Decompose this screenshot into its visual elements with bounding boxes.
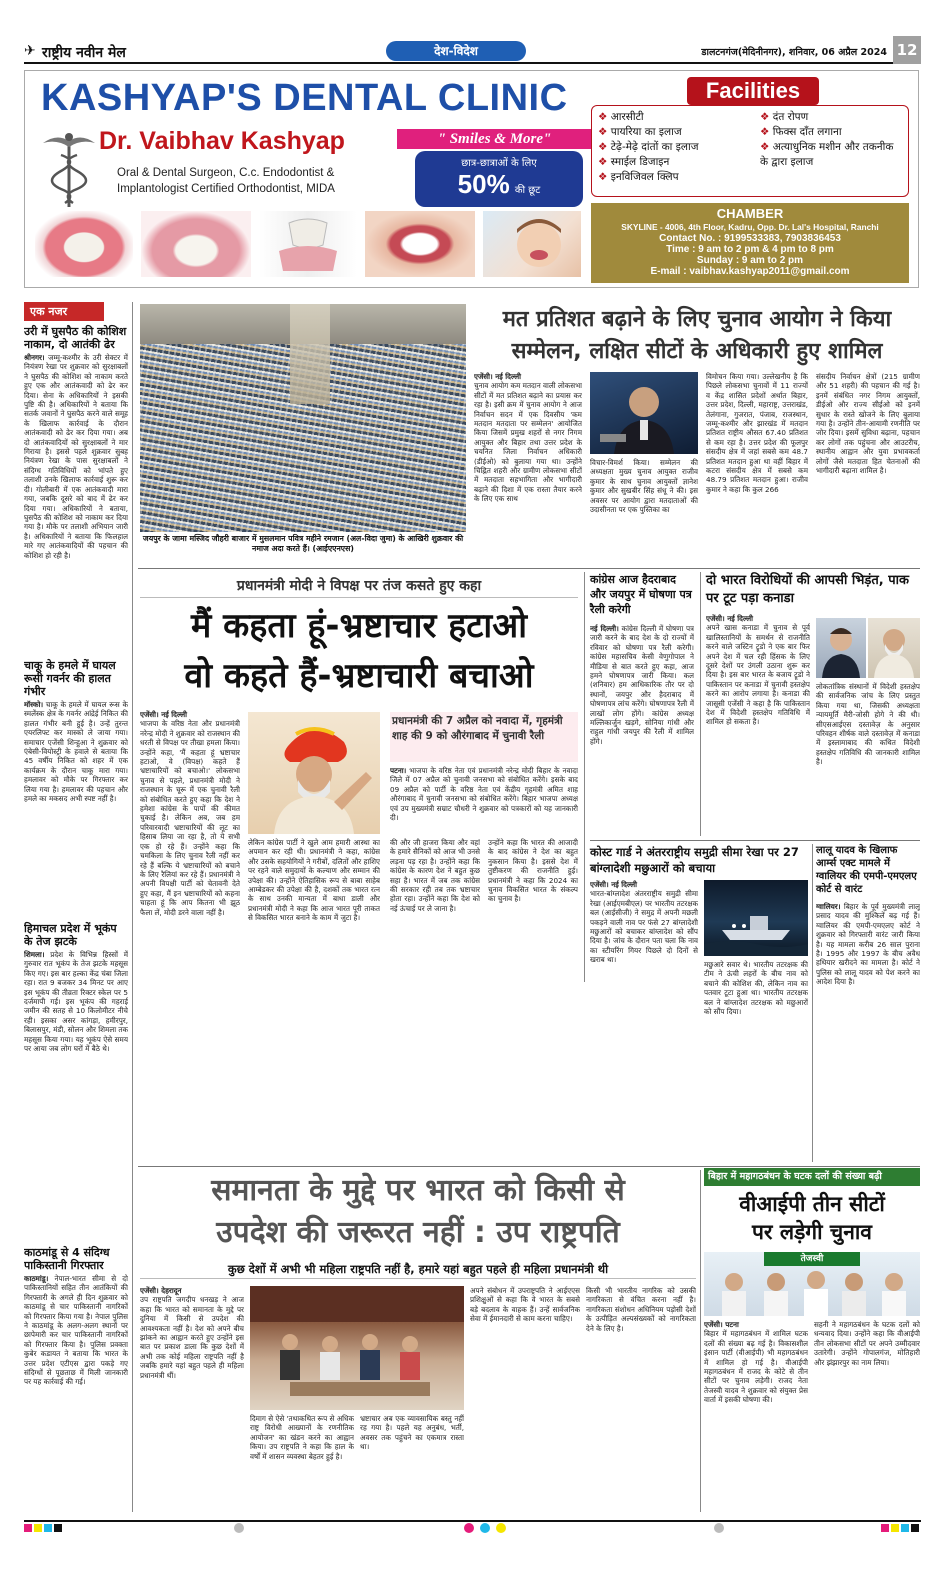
chamber-title: CHAMBER bbox=[716, 206, 784, 221]
column-divider bbox=[584, 572, 585, 982]
canada-text2: लोकतांत्रिक संस्थानों में विदेशी हस्तक्षेप की सार्वजनिक जांच के लिए प्रस्तुत किया गया था, जिसकी अध्यक्षता न्यायमूर्ति मैरी-जोसी होगे ने की थी। सीएसआईएस दस्तावेज़ के अनुसार परिवहन शीर्षक वाले दस्तावेज़ में कनाडा में इस्लामाबाद की कथित विदेशी हस्तक्षेप गतिविधि की जानकारी शामिल है। bbox=[816, 682, 920, 767]
modi-small-photo bbox=[868, 618, 920, 678]
facilities-title: Facilities bbox=[687, 77, 819, 105]
brief-text: श्रीनगर। जम्मू-कश्मीर के उरी सेक्टर में नियंत्रण रेखा पर शुक्रवार को सुरक्षाबलों ने घुसपैठ की कोशिश को नाकाम करते हुए एक और आतंकवादी को ढेर कर दिया। सेना के अधिकारियों ने इसकी पुष्टि की है। अधिकारियों ने बताया कि सतर्क जवानों ने घुसपैठ करने वाले समूह के खिलाफ कार्रवाई के दौरान आतंकवादी को ढेर कर दिया गया। अब दो आतंकवादियों को सुरक्षाबलों ने मार गिराया है। इससे पहले शुक्रवार सुबह नियंत्रण रेखा के पास सुरक्षाबलों ने संदिग्ध गतिविधियों को भांपते हुए तलाशी उनके खिलाफ कार्रवाई शुरू कर दी। गोलीबारी में एक आतंकवादी मारा गया, जबकि दूसरे को बाद में ढेर कर दिया गया। अधिकारियों ने बताया, घुसपैठ की कोशिश को नाकाम कर दिया गया है। मौके पर तलाशी अभियान जारी है। अधिकारियों ने बताया कि फिलहाल मारे गए आतंकवादियों की पहचान की कोशिश हो रही है। bbox=[24, 353, 128, 560]
vp-col4: अपने संबोधन में उपराष्ट्रपति ने आईएएस प्रशिक्षुओं से कहा कि वे भारत के सबसे बड़े बदलाव के वाहक हैं। उन्हें सार्वजनिक सेवा में ईमानदारी से काम करना चाहिए। bbox=[470, 1286, 580, 1324]
child-photo bbox=[483, 211, 581, 277]
facility-item: ❖ आरसीटी bbox=[598, 111, 644, 123]
facility-item: ❖ टेढ़े-मेढ़े दांतों का इलाज bbox=[598, 141, 699, 153]
doctor-name: Dr. Vaibhav Kashyap bbox=[99, 127, 345, 155]
top-story-col4: संसदीय निर्वाचन क्षेत्रों (215 ग्रामीण और 51 शहरी) की पहचान की गई है। इनमें संबंधित नगर निगम आयुक्तों, डीईओ और राज्य सीईओ को इनमें सुधार के रास्ते खोजने के लिए बुलाया गया है। उन्होंने तीन-आयामी रणनीति पर जोर दिया। इसमें सुविधा बढ़ाना, पहचान कर लोगों तक पहुंचना और आउटरीच, स्थानीय आह्वान और युवा प्रभावकर्ता लोगों जैसे मतदाता हित चेतनाओं की भागीदारी बढ़ाना शामिल है। bbox=[816, 372, 920, 476]
modi-col2: लेकिन कांग्रेस पार्टी ने खुले आम हमारी आस्था का अपमान कर रही थी। प्रधानमंत्री ने कहा, कांग्रेस और उसके सहयोगियों ने गरीबों, दलितों और हाशिए पर रहने वाले समुदायों के कल्याण और सम्मान की उपेक्षा की। उन्होंने ऐतिहासिक रूप से बाबा साहेब आम्बेडकर की उपेक्षा की है, दशकों तक भारत रत्न के साथ उनकी मान्यता में बाधा डाली और प्रधानमंत्री मोदी ने कहा कि आज भारत पूरी ताकत से विकसित भारत बनाने के काम में जुटा है। bbox=[248, 838, 380, 923]
vp-col2: दिमाग से ऐसे 'तथाकथित रूप से अधिक राष्ट्र विरोधी आख्यानों के रणनीतिक आयोजन' का खंडन करने का आह्वान किया। उप राष्ट्रपति ने कहा कि हाल के वर्षों में शासन व्यवस्था बेहतर हुई है। bbox=[250, 1414, 354, 1461]
brief-headline: काठमांडू से 4 संदिग्ध पाकिस्तानी गिरफ्तार bbox=[24, 1246, 110, 1272]
top-story-col1: एजेंसी। नई दिल्ली चुनाव आयोग कम मतदान वाली लोकसभा सीटों में मत प्रतिशत बढ़ाने का प्रयास कर रहा है। इसी क्रम में चुनाव आयोग ने आज निर्वाचन सदन में एक दिवसीय 'कम मतदान मतदाता पर सम्मेलन' आयोजित किया जिसमें प्रमुख शहरों से नगर निगम आयुक्त और बिहार तथा उत्तर प्रदेश के चयनित जिला निर्वाचन अधिकारी (डीईओ) को बुलाया गया था। उन्होंने चिह्नित शहरी और ग्रामीण लोकसभा सीटों में मतदाता सहभागिता और भागीदारी बढ़ाने की दिशा में एक रास्ता तैयार करने के लिए एक साथ bbox=[474, 372, 582, 504]
congress-headline: कांग्रेस आज हैदराबाद और जयपुर में घोषणा पत्र रैली करेगी bbox=[590, 573, 692, 616]
color-swatch bbox=[34, 1524, 42, 1532]
column-divider bbox=[700, 572, 701, 836]
column-divider bbox=[812, 844, 813, 1162]
qualification-1: Oral & Dental Surgeon, C.c. Endodontist & bbox=[117, 167, 335, 179]
column-divider bbox=[132, 302, 133, 1512]
registration-mark-icon bbox=[714, 1523, 724, 1533]
court-headline: लालू यादव के खिलाफ आर्म्स एक्ट मामले में ग्वालियर की एमपी-एमएलए कोर्ट से वारंट bbox=[816, 845, 917, 895]
canada-headline: दो भारत विरोधियों की आपसी भिड़ंत, पाक पर टूट पड़ा कनाडा bbox=[706, 573, 909, 606]
registration-mark-icon bbox=[464, 1523, 474, 1533]
top-story-headline: मत प्रतिशत बढ़ाने के लिए चुनाव आयोग ने किया सम्मेलन, लक्षित सीटों के अधिकारी हुए शामिल bbox=[502, 307, 892, 364]
color-swatch bbox=[44, 1524, 52, 1532]
facilities-left-list bbox=[598, 110, 758, 185]
discount-line: छात्र-छात्राओं के लिए bbox=[461, 158, 537, 169]
column-divider bbox=[700, 1170, 701, 1512]
facility-item: ❖ स्माईल डिजाइन bbox=[598, 156, 670, 168]
column-header: एक नजर bbox=[24, 302, 104, 321]
modi-col1: एजेंसी। नई दिल्ली भाजपा के वरिष्ठ नेता और प्रधानमंत्री नरेन्द्र मोदी ने शुक्रवार को राजस्थान की धरती से विपक्ष पर तीखा हमला किया। उन्होंने कहा, 'मैं कहता हूं भ्रष्टाचार हटाओ, वे (विपक्ष) कहते हैं भ्रष्टाचारियों को बचाओ।' लोकसभा चुनाव से पहले, प्रधानमंत्री मोदी ने राजस्थान के चूरू में एक चुनावी रैली को संबोधित करते हुए कहा कि देश ने हमेशा कांग्रेस के पापों की कीमत चुकाई है। लेकिन अब, जब हम परिवारवादी भ्रष्टाचारियों की लूट का हिसाब लिया जा रहा है, तो ये सभी एक हो रहे हैं। उन्होंने कहा कि चमकिला के लिए चुनाव रैली नहीं कर रहे हैं बल्कि ये भ्रष्टाचारियों को बचाने के लिए रैलियां कर रहे हैं। प्रधानमंत्री ने अपनी विपक्षी पार्टी को चेतावनी देते हुए कहा, मैं इन भ्रष्टाचारियों को कहना चाहता हूं कि आप कितना भी झूठ फैला लें, मोदी डरने वाला नहीं है। bbox=[140, 710, 240, 917]
vp-col1: एजेंसी। देहरादून उप राष्ट्रपति जगदीप धनखड़ ने आज कहा कि भारत को समानता के मुद्दे पर दुनिया में किसी से उपदेश की आवश्यकता नहीं है। देश को अपने बीच झांकने का आह्वान करते हुए उन्होंने इस बात पर प्रकाश डाला कि कुछ देशों में अभी तक कोई महिला राष्ट्रपति नहीं है जबकि हमारे यहां बहुत पहले ही महिला प्रधानमंत्री थीं। bbox=[140, 1286, 244, 1380]
registration-mark-icon bbox=[496, 1523, 506, 1533]
vp-col3: भ्रष्टाचार अब एक व्यावसायिक बस्तु नहीं रह गया है। पहले यह अनुबंध, भर्ती, अवसर तक पहुंचने का एकमात्र रास्ता था। bbox=[360, 1414, 464, 1452]
top-story-col2: विचार-विमर्श किया। सम्मेलन की अध्यक्षता मुख्य चुनाव आयुक्त राजीव कुमार के साथ चुनाव आयुक्तों ज्ञानेश कुमार और सुखबीर सिंह संधू ने की। इस अवसर पर आयोग द्वारा मतदाताओं की उदासीनता पर एक पुस्तिका का bbox=[590, 458, 698, 515]
modi-col4: उन्होंने कहा कि भारत की आजादी के बाद कांग्रेस ने देश का बहुत नुकसान किया है। इससे देश में तुष्टीकरण की राजनीति हुई। प्रधानमंत्री ने कहा कि 2024 का चुनाव विकसित भारत के संकल्प का चुनाव है। bbox=[488, 838, 578, 904]
dateline: डालटनगंज(मेदिनीनगर), शनिवार, 06 अप्रैल 2024 bbox=[701, 47, 887, 58]
trudeau-photo bbox=[816, 618, 866, 678]
facilities-right-list bbox=[760, 110, 900, 170]
fishermen-text2: मछुआरे सवार थे। भारतीय तटरक्षक की टीम ने ऊंची लहरों के बीच नाव को बचाने की कोशिश की, लेकिन नाव का पतवार टूटा हुआ था। भारतीय तटरक्षक बल ने बांग्लादेश तटरक्षक को मछुआरों को सौंप दिया। bbox=[704, 960, 808, 1017]
color-swatch bbox=[911, 1524, 919, 1532]
vp-sub-headline: कुछ देशों में अभी भी महिला राष्ट्रपति नहीं है, हमारे यहां बहुत पहले ही महिला प्रधानमंत्री थी bbox=[140, 1260, 696, 1279]
page-number: 12 bbox=[893, 36, 921, 64]
photo-banner: तेजस्वी bbox=[764, 1252, 860, 1266]
chamber-time: Time : 9 am to 2 pm & 4 pm to 8 pm bbox=[666, 244, 834, 255]
color-swatch bbox=[891, 1524, 899, 1532]
modi-sub-headline: प्रधानमंत्री की 7 अप्रैल को नवादा में, गृहमंत्री शाह की 9 को औरंगाबाद में चुनावी रैली bbox=[390, 712, 578, 762]
implant-photo bbox=[141, 211, 251, 277]
facilities-box bbox=[591, 105, 909, 197]
photo-caption: जयपुर के जामा मस्जिद जौहरी बाजार में मुसलमान पवित्र महीने रमजान (अल-विदा जुमा) के आखिरी शुक्रवार की नमाज अदा करते हैं। (आईएएनएस) bbox=[142, 534, 464, 553]
discount-suffix: की छूट bbox=[514, 185, 541, 196]
footer-bar bbox=[24, 1520, 921, 1532]
chamber-address: SKYLINE - 4006, 4th Floor, Kadru, Opp. Dr. Lal's Hospital, Ranchi bbox=[621, 222, 879, 232]
caduceus-icon bbox=[39, 129, 99, 209]
vp-col5: किसी भी भारतीय नागरिक को उसकी नागरिकता से वंचित करना नहीं है। नागरिकता संशोधन अधिनियम पड़ोसी देशों के उत्पीड़ित अल्पसंख्यकों को नागरिकता देने के लिए है। bbox=[586, 1286, 696, 1333]
court-text: ग्वालियर। बिहार के पूर्व मुख्यमंत्री लालू प्रसाद यादव की मुश्किलें बढ़ गई हैं। ग्वालियर की एमपी-एमएलए कोर्ट ने शुक्रवार को गिरफ्तारी वारंट जारी किया है। यह मामला करीब 26 साल पुराना है। 1995 और 1997 के बीच अवैध हथियार खरीदने का मामला है। कोर्ट ने पुलिस को लालू यादव को पेश करने का आदेश दिया है। bbox=[816, 902, 920, 987]
color-swatch bbox=[881, 1524, 889, 1532]
modi-photo bbox=[248, 712, 380, 834]
color-swatch bbox=[901, 1524, 909, 1532]
brief-headline: चाकू के हमले में घायल रूसी गवर्नर की हालत गंभीर bbox=[24, 659, 116, 698]
top-story-col3: विमोचन किया गया। उल्लेखनीय है कि पिछले लोकसभा चुनावों में 11 राज्यों व केंद्र शासित प्रदेशों अर्थात बिहार, उत्तर प्रदेश, दिल्ली, महाराष्ट्र, उत्तराखंड, तेलंगाना, गुजरात, पंजाब, राजस्थान, जम्मू-कश्मीर और झारखंड में मतदान प्रतिशत राष्ट्रीय औसत 67.40 प्रतिशत से कम रहा है। उत्तर प्रदेश की फूलपुर संसदीय क्षेत्र में जहां सबसे कम 48.7 प्रतिशत मतदान हुआ था वहीं बिहार में कटरा संसदीय क्षेत्र में सबसे कम 48.79 प्रतिशत मतदान हुआ। राजीव कुमार ने कहा कि कुल 266 bbox=[706, 372, 808, 494]
section-divider bbox=[590, 840, 920, 841]
vp-headline-1: समानता के मुद्दे पर भारत को किसी से bbox=[211, 1173, 625, 1208]
modi-headline-2: वो कहते हैं-भ्रष्टाचारी बचाओ bbox=[184, 656, 534, 696]
chamber-contact: Contact No. : 9199533383, 7903836453 bbox=[659, 233, 841, 244]
modi-kicker: प्रधानमंत्री मोदी ने विपक्ष पर तंज कसते हुए कहा bbox=[140, 574, 578, 598]
modi-col3: की और जी हाजरा किया और वहां के हमारे सैनिकों को आज भी उनसे लड़ना पड़ रहा है। उन्होंने कहा कि कांग्रेस के कारण देश ने बहुत कुछ सहा है। भारत में जब तक कांग्रेस की सरकार रही तब तक भ्रष्टाचार होता रहा। उन्होंने कहा कि देश को नई ऊंचाई पर ले जाना है। bbox=[390, 838, 480, 913]
section-label: देश-विदेश bbox=[386, 41, 526, 61]
vp-headline-2: उपदेश की जरूरत नहीं : उप राष्ट्रपति bbox=[216, 1215, 620, 1250]
registration-mark-icon bbox=[480, 1523, 490, 1533]
bihar-text2: सहनी ने महागठबंधन के घटक दलों को धन्यवाद दिया। उन्होंने कहा कि वीआईपी तीन लोकसभा सीटों पर अपने उम्मीदवार उतारेगी। उन्होंने गोपालगंज, मोतिहारी और झंझारपुर का नाम लिया। bbox=[814, 1320, 920, 1367]
coast-guard-photo bbox=[704, 880, 808, 956]
modi-sub-text: पटना। भाजपा के वरिष्ठ नेता एवं प्रधानमंत्री नरेन्द्र मोदी बिहार के नवादा जिले में 07 अप्रैल को चुनावी जनसभा को संबोधित करेंगे। इसके बाद 09 अप्रैल को पार्टी के वरिष्ठ नेता एवं केंद्रीय गृहमंत्री अमित शाह औरंगाबाद में चुनावी जनसभा को संबोधित करेंगे। बिहार भाजपा अध्यक्ष एवं उप मुख्यमंत्री सम्राट चौधरी ने शुक्रवार को पत्रकारों को यह जानकारी दी। bbox=[390, 766, 578, 823]
vp-event-photo bbox=[250, 1286, 464, 1410]
facility-item: ❖ फिक्स दाँत लगाना bbox=[760, 126, 842, 138]
tejashwi-press-photo bbox=[704, 1252, 920, 1316]
tagline: " Smiles & More" bbox=[397, 129, 592, 149]
brief-text: शिमला। प्रदेश के विभिन्न हिस्सों में गुरुवार रात भूकंप के तेज झटके महसूस किए गए। इस बार हल्का केंद्र चंबा जिला रहा। रात 9 बजकर 34 मिनट पर आए इस भूकंप की तीव्रता रिक्टर स्केल पर 5 दर्जमापी गई। इस भूकंप की गहराई जमीन की सतह से 10 किलोमीटर नीचे रही। इसका असर कांगड़ा, हमीरपुर, बिलासपुर, मंडी, सोलन और शिमला तक महसूस किया गया। यह भूकंप ऐसे समय पर आया जब लोग घरों में बैठे थे। bbox=[24, 950, 128, 1054]
fishermen-text: एजेंसी। नई दिल्ली भारत-बांग्लादेश अंतरराष्ट्रीय समुद्री सीमा रेखा (आईएमबीएल) पर भारतीय तटरक्षक बल (आईसीजी) ने समुद्र में अपनी मछली पकड़ने वाली नाव पर फंसे 27 बांग्लादेशी मछुआरों को बचाकर बांग्लादेश को सौंप दिया है। जांच के दौरान पता चला कि नाव का स्टीयरिंग गियर पिछले दो दिनों से खराब था। bbox=[590, 880, 698, 965]
facility-item: ❖ अत्याधुनिक मशीन और तकनीक के द्वारा इलाज bbox=[760, 141, 894, 168]
brief-text: काठमांडू। नेपाल-भारत सीमा से दो पाकिस्तानियों सहित तीन आतंकियों की गिरफ्तारी के अगले ही दिन शुक्रवार को काठमांडू से चार पाकिस्तानी नागरिकों को गिरफ्तार किया गया है। नेपाल पुलिस ने काठमांडू के अलग-अलग स्थानों पर छापेमारी कर चार पाकिस्तानी नागरिकों को गिरफ्तार किया है। पुलिस प्रवक्ता कुबेर कडायत ने बताया कि भारत के उत्तर प्रदेश एटीएस द्वारा पकड़े गए संदिग्धों से पूछताछ में मिली जानकारी पर यह कार्रवाई की गई। bbox=[24, 1274, 128, 1387]
masthead-bar bbox=[24, 40, 921, 64]
dental-clinic-ad bbox=[24, 70, 919, 288]
canada-text: एजेंसी। नई दिल्ली अपने खास कनाडा में चुनाव से पूर्व खालिस्तानियों के समर्थन से राजनीति करने वाले जस्टिन ट्रूडो ने एक बार फिर अपने देश में चल रही हिंसक के लिए दूसरे देशों पर उंगली उठाना शुरू कर दिया है। इस बार भारत के बजाय ट्रूडो ने पाकिस्तान पर कनाडा में चुनावी हस्तक्षेप करने का आरोप लगाया है। कनाडा की जासूसी एजेंसी ने कहा है कि पाकिस्तान देश में विदेशी हस्तक्षेप गतिविधि में शामिल हो सकता है। bbox=[706, 614, 810, 727]
fishermen-headline: कोस्ट गार्ड ने अंतरराष्ट्रीय समुद्री सीमा रेखा पर 27 बांग्लादेशी मछुआरों को बचाया bbox=[590, 845, 799, 875]
bihar-text: एजेंसी। पटना बिहार में महागठबंधन में शामिल घटक दलों की संख्या बढ़ गई है। विकासशील इंसान पार्टी (वीआईपी) भी महागठबंधन में शामिल हो गई है। वीआईपी महागठबंधन में राजद के कोटे से तीन सीटों पर चुनाव लड़ेगी। राजद नेता तेजस्वी यादव ने शुक्रवार को संयुक्त प्रेस वार्ता में इसकी घोषणा की। bbox=[704, 1320, 808, 1405]
qualification-2: Implantologist Certified Orthodontist, MIDA bbox=[117, 183, 335, 195]
brief-headline: उरी में घुसपैठ की कोशिश नाकाम, दो आतंकी ढेर bbox=[24, 325, 127, 351]
namaz-photo bbox=[140, 304, 466, 532]
bihar-kicker: बिहार में महागठबंधन के घटक दलों की संख्या बढ़ी bbox=[704, 1168, 920, 1186]
color-swatch bbox=[24, 1524, 32, 1532]
crown-photo bbox=[259, 211, 357, 277]
facility-item: ❖ इनविजिवल क्लिप bbox=[598, 171, 679, 183]
color-swatch bbox=[54, 1524, 62, 1532]
brief-text: मॉस्को। चाकू के हमले में घायल रूस के स्मलेंस्क क्षेत्र के गवर्नर आंद्रेई निकित की हालत गंभीर बनी हुई है। उन्हें तुरन्त एयरलिफ्ट कर मास्को ले जाया गया। समाचार एजेंसी शिन्हुआ ने शुक्रवार को एंबेसी-वियोस्ट्री के हवाले से बताया कि 45 वर्षीय निकित को शहर में एक कार्यक्रम के दौरान चाकू मारा गया। हमलावर को मौके पर गिरफ्तार कर लिया गया है। हमलावर की पहचान और हमले का मकसद अभी स्पष्ट नहीं है। bbox=[24, 700, 128, 804]
left-brief-column bbox=[24, 302, 128, 1512]
brief-headline: हिमाचल प्रदेश में भूकंप के तेज झटके bbox=[24, 922, 117, 948]
discount-box bbox=[415, 151, 583, 207]
section-divider bbox=[138, 568, 920, 569]
discount-percent: 50% bbox=[457, 169, 510, 199]
cec-photo bbox=[590, 372, 698, 454]
facility-item: ❖ पायरिया का इलाज bbox=[598, 126, 682, 138]
chamber-box bbox=[591, 203, 909, 283]
modi-headline-1: मैं कहता हूं-भ्रष्टाचार हटाओ bbox=[190, 606, 527, 646]
denture-photo bbox=[35, 211, 133, 277]
clinic-title: KASHYAP'S DENTAL CLINIC bbox=[41, 77, 568, 119]
section-divider bbox=[138, 1166, 920, 1167]
paper-name: राष्ट्रीय नवीन मेल bbox=[42, 45, 126, 61]
bird-logo-icon: ✈ bbox=[24, 43, 36, 59]
chamber-sunday: Sunday : 9 am to 2 pm bbox=[696, 255, 804, 266]
facility-item: ❖ दंत रोपण bbox=[760, 111, 809, 123]
congress-text: नई दिल्ली। कांग्रेस दिल्ली में घोषणा पत्र जारी करने के बाद देश के दो राज्यों में रविवार को घोषणा पत्र रैली करेगी। कांग्रेस महासचिव केसी वेणुगोपाल ने मीडिया से बात करते हुए कहा, आज हमने घोषणापत्र जारी किया। कल (शनिवार) हम आधिकारिक तौर पर दो स्थानों, जयपुर और हैदराबाद में घोषणापत्र लांच करेंगे। घोषणापत्र रैली में लाखों लोग होंगे। कांग्रेस अध्यक्ष मल्लिकार्जुन खड़गे, सोनिया गांधी और राहुल गांधी जयपुर की रैली में शामिल होंगे। bbox=[590, 624, 694, 746]
bihar-headline-1: वीआईपी तीन सीटों bbox=[739, 1192, 885, 1216]
smile-photo bbox=[365, 211, 475, 277]
chamber-email: E-mail : vaibhav.kashyap2011@gmail.com bbox=[650, 266, 850, 277]
bihar-headline-2: पर लड़ेगी चुनाव bbox=[752, 1220, 872, 1244]
registration-mark-icon bbox=[234, 1523, 244, 1533]
